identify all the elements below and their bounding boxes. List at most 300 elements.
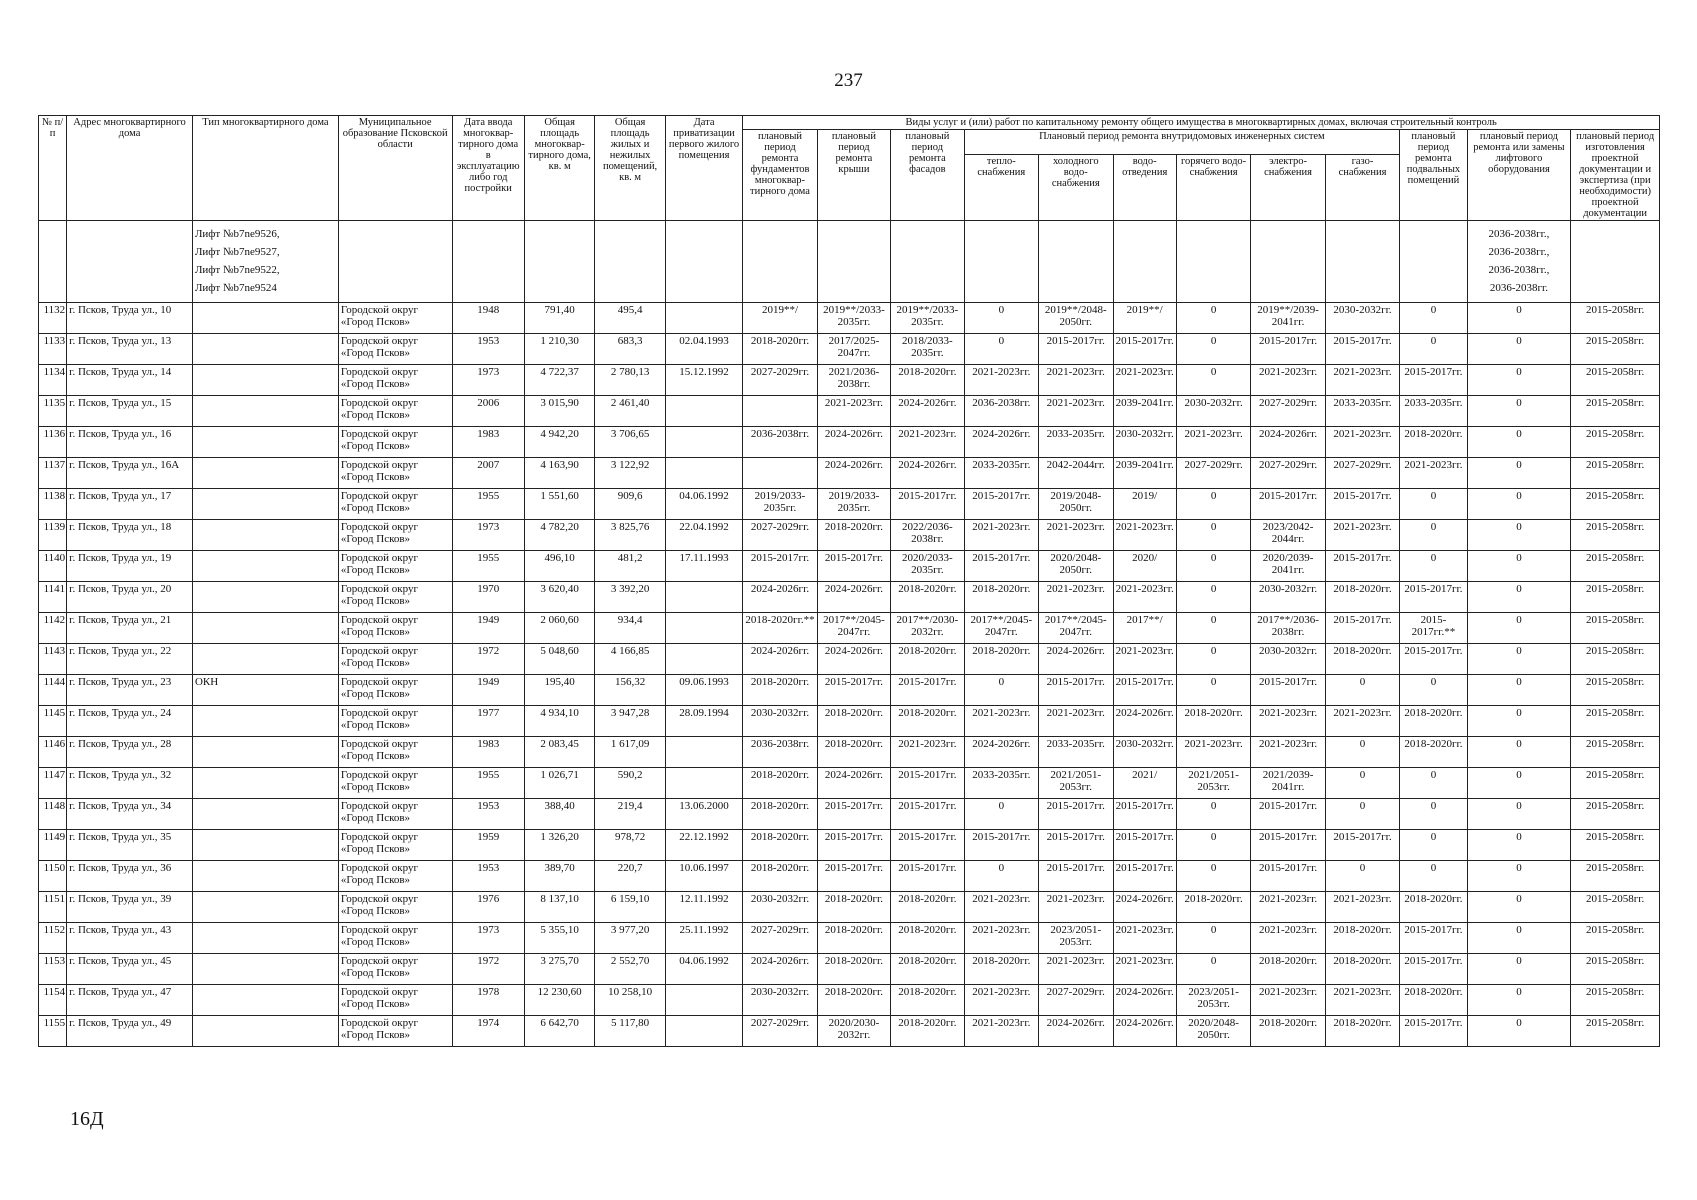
cell-elevator: 0 — [1467, 365, 1571, 396]
cell-date-built: 1948 — [452, 303, 524, 334]
cell-hot-water: 0 — [1176, 365, 1250, 396]
cell-basement: 0 — [1400, 861, 1467, 892]
cell-address: г. Псков, Труда ул., 35 — [67, 830, 193, 861]
cell-privatization: 25.11.1992 — [665, 923, 742, 954]
cell-municipality: Городской округ «Город Псков» — [338, 985, 452, 1016]
cell-address: г. Псков, Труда ул., 36 — [67, 861, 193, 892]
cell-cold-water: 2027-2029гг. — [1039, 985, 1113, 1016]
cell-total-area: 1 551,60 — [524, 489, 594, 520]
cell-design-docs: 2015-2058гг. — [1571, 365, 1660, 396]
cell-address: г. Псков, Труда ул., 23 — [67, 675, 193, 706]
cell-gas: 2021-2023гг. — [1325, 365, 1399, 396]
cell-living-area: 220,7 — [595, 861, 665, 892]
cell-privatization: 13.06.2000 — [665, 799, 742, 830]
cell-electric: 2015-2017гг. — [1251, 861, 1325, 892]
cell-roof: 2020/2030-2032гг. — [817, 1016, 890, 1047]
cell-sewer: 2024-2026гг. — [1113, 892, 1176, 923]
cell-heat: 2021-2023гг. — [964, 1016, 1038, 1047]
cell-sewer: 2015-2017гг. — [1113, 675, 1176, 706]
cell-type — [192, 303, 338, 334]
cell-gas: 2030-2032гг. — [1325, 303, 1399, 334]
cell-municipality: Городской округ «Город Псков» — [338, 613, 452, 644]
cell-cold-water: 2033-2035гг. — [1039, 737, 1113, 768]
cell-total-area: 496,10 — [524, 551, 594, 582]
cell-gas: 2018-2020гг. — [1325, 954, 1399, 985]
cell-num: 1155 — [39, 1016, 67, 1047]
cell-foundation: 2024-2026гг. — [743, 644, 817, 675]
cell-total-area: 8 137,10 — [524, 892, 594, 923]
cell-gas: 2033-2035гг. — [1325, 396, 1399, 427]
table-row-lift-continuation — [39, 221, 1660, 303]
cell-hot-water: 0 — [1176, 613, 1250, 644]
cell-municipality: Городской округ «Город Псков» — [338, 489, 452, 520]
cell-date-built: 1955 — [452, 551, 524, 582]
cell-heat: 2015-2017гг. — [964, 830, 1038, 861]
cell-elevator: 0 — [1467, 768, 1571, 799]
cell-hot-water: 0 — [1176, 861, 1250, 892]
cell-foundation: 2018-2020гг. — [743, 768, 817, 799]
cell-heat: 2021-2023гг. — [964, 365, 1038, 396]
lift-period-line: 2036-2038гг., — [1488, 246, 1550, 258]
cell-total-area: 388,40 — [524, 799, 594, 830]
cell-electric: 2015-2017гг. — [1251, 489, 1325, 520]
cell-hot-water: 2027-2029гг. — [1176, 458, 1250, 489]
cell-basement: 2015-2017гг.** — [1400, 613, 1467, 644]
cell-facade: 2018-2020гг. — [891, 985, 964, 1016]
cell-num: 1153 — [39, 954, 67, 985]
cell-basement: 2018-2020гг. — [1400, 737, 1467, 768]
header-total-area: Общая площадь многоквар-тирного дома, кв. м — [524, 116, 594, 221]
cell-heat: 2017**/2045-2047гг. — [964, 613, 1038, 644]
cell-cold-water: 2021/2051-2053гг. — [1039, 768, 1113, 799]
cell-type — [192, 520, 338, 551]
cell-basement: 2015-2017гг. — [1400, 954, 1467, 985]
cell-heat: 0 — [964, 861, 1038, 892]
cell-cold-water: 2042-2044гг. — [1039, 458, 1113, 489]
cell-num: 1140 — [39, 551, 67, 582]
cell-living-area: 3 825,76 — [595, 520, 665, 551]
cell-type — [192, 334, 338, 365]
cell-num: 1150 — [39, 861, 67, 892]
cell-heat: 2024-2026гг. — [964, 737, 1038, 768]
cell-facade: 2017**/2030-2032гг. — [891, 613, 964, 644]
cell-hot-water: 2020/2048-2050гг. — [1176, 1016, 1250, 1047]
cell-foundation: 2018-2020гг. — [743, 799, 817, 830]
header-design-docs: плановый период изготовления проектной документации и экспертиза (при необходимости) проектной документации — [1571, 130, 1660, 221]
cell-municipality: Городской округ «Город Псков» — [338, 396, 452, 427]
cell-sewer: 2030-2032гг. — [1113, 427, 1176, 458]
cell-municipality: Городской округ «Город Псков» — [338, 365, 452, 396]
cell-total-area: 5 048,60 — [524, 644, 594, 675]
cell-type — [192, 396, 338, 427]
cell-electric: 2015-2017гг. — [1251, 799, 1325, 830]
cell-address: г. Псков, Труда ул., 16А — [67, 458, 193, 489]
header-sewer: водо-отведения — [1113, 155, 1176, 221]
cell-gas: 2027-2029гг. — [1325, 458, 1399, 489]
cell-living-area: 6 159,10 — [595, 892, 665, 923]
cell-address: г. Псков, Труда ул., 18 — [67, 520, 193, 551]
cell-municipality: Городской округ «Город Псков» — [338, 1016, 452, 1047]
cell-elevator: 0 — [1467, 830, 1571, 861]
cell-num: 1148 — [39, 799, 67, 830]
cell-municipality: Городской округ «Город Псков» — [338, 954, 452, 985]
cell-roof: 2018-2020гг. — [817, 923, 890, 954]
cell-facade: 2021-2023гг. — [891, 427, 964, 458]
cell-heat: 0 — [964, 675, 1038, 706]
cell-date-built: 1949 — [452, 675, 524, 706]
cell-elevator: 0 — [1467, 923, 1571, 954]
cell-roof: 2024-2026гг. — [817, 768, 890, 799]
cell-gas: 2015-2017гг. — [1325, 613, 1399, 644]
table-row — [39, 675, 1660, 706]
cell-elevator: 0 — [1467, 396, 1571, 427]
cell-living-area: 5 117,80 — [595, 1016, 665, 1047]
cell-roof: 2018-2020гг. — [817, 520, 890, 551]
cell-total-area: 3 620,40 — [524, 582, 594, 613]
cell-cold-water: 2033-2035гг. — [1039, 427, 1113, 458]
cell-privatization: 15.12.1992 — [665, 365, 742, 396]
cell-roof: 2018-2020гг. — [817, 706, 890, 737]
cell-total-area: 389,70 — [524, 861, 594, 892]
lift-type-line: Лифт №b7ne9526, — [194, 228, 280, 240]
cell-privatization: 04.06.1992 — [665, 954, 742, 985]
cell-basement: 2033-2035гг. — [1400, 396, 1467, 427]
cell-type — [192, 644, 338, 675]
cell-basement: 2021-2023гг. — [1400, 458, 1467, 489]
cell-hot-water: 0 — [1176, 923, 1250, 954]
cell-hot-water: 0 — [1176, 303, 1250, 334]
cell-num: 1134 — [39, 365, 67, 396]
cell-date-built: 1953 — [452, 799, 524, 830]
cell-total-area: 4 942,20 — [524, 427, 594, 458]
cell-date-built: 2006 — [452, 396, 524, 427]
cell-date-built: 1983 — [452, 427, 524, 458]
table-row — [39, 954, 1660, 985]
header-gas: газо-снабжения — [1325, 155, 1399, 221]
cell-facade: 2015-2017гг. — [891, 768, 964, 799]
cell-type: ОКН — [192, 675, 338, 706]
cell-total-area: 195,40 — [524, 675, 594, 706]
cell-basement: 0 — [1400, 799, 1467, 830]
cell-municipality: Городской округ «Город Псков» — [338, 582, 452, 613]
cell-foundation: 2018-2020гг. — [743, 830, 817, 861]
cell-elevator: 0 — [1467, 427, 1571, 458]
header-facade: плановый период ремонта фасадов — [891, 130, 964, 221]
table-row — [39, 334, 1660, 365]
cell-address: г. Псков, Труда ул., 39 — [67, 892, 193, 923]
cell-sewer: 2021-2023гг. — [1113, 644, 1176, 675]
cell-living-area: 909,6 — [595, 489, 665, 520]
cell-total-area: 1 326,20 — [524, 830, 594, 861]
table-row — [39, 551, 1660, 582]
cell-num: 1137 — [39, 458, 67, 489]
header-municipality: Муниципальное образование Псковской области — [338, 116, 452, 221]
lift-period-cell — [1467, 221, 1571, 303]
cell-design-docs: 2015-2058гг. — [1571, 489, 1660, 520]
table-row — [39, 458, 1660, 489]
cell-heat: 2024-2026гг. — [964, 427, 1038, 458]
cell-facade: 2018-2020гг. — [891, 644, 964, 675]
cell-foundation: 2027-2029гг. — [743, 365, 817, 396]
cell-total-area: 2 060,60 — [524, 613, 594, 644]
cell-basement: 2018-2020гг. — [1400, 706, 1467, 737]
lift-type-cell — [192, 221, 338, 303]
cell-elevator: 0 — [1467, 737, 1571, 768]
cell-sewer: 2017**/ — [1113, 613, 1176, 644]
header-engineering-group: Плановый период ремонта внутридомовых инженерных систем — [964, 130, 1400, 155]
cell-type — [192, 799, 338, 830]
cell-foundation: 2030-2032гг. — [743, 706, 817, 737]
cell-design-docs: 2015-2058гг. — [1571, 861, 1660, 892]
cell-facade: 2018-2020гг. — [891, 923, 964, 954]
cell-cold-water: 2021-2023гг. — [1039, 582, 1113, 613]
cell-date-built: 1953 — [452, 861, 524, 892]
cell-address: г. Псков, Труда ул., 28 — [67, 737, 193, 768]
cell-cold-water: 2019/2048-2050гг. — [1039, 489, 1113, 520]
cell-living-area: 2 461,40 — [595, 396, 665, 427]
cell-elevator: 0 — [1467, 644, 1571, 675]
cell-hot-water: 0 — [1176, 489, 1250, 520]
cell-living-area: 2 780,13 — [595, 365, 665, 396]
cell-sewer: 2015-2017гг. — [1113, 799, 1176, 830]
cell-elevator: 0 — [1467, 489, 1571, 520]
cell-basement: 0 — [1400, 551, 1467, 582]
lift-type-line: Лифт №b7ne9527, — [194, 246, 280, 258]
cell-facade: 2018-2020гг. — [891, 365, 964, 396]
cell-num: 1139 — [39, 520, 67, 551]
cell-design-docs: 2015-2058гг. — [1571, 520, 1660, 551]
cell-privatization: 22.04.1992 — [665, 520, 742, 551]
lift-period-line: 2036-2038гг. — [1489, 282, 1549, 294]
cell-date-built: 1977 — [452, 706, 524, 737]
cell-living-area: 219,4 — [595, 799, 665, 830]
cell-gas: 0 — [1325, 861, 1399, 892]
cell-design-docs: 2015-2058гг. — [1571, 799, 1660, 830]
cell-num: 1142 — [39, 613, 67, 644]
cell-municipality: Городской округ «Город Псков» — [338, 737, 452, 768]
cell-num: 1149 — [39, 830, 67, 861]
cell-electric: 2030-2032гг. — [1251, 644, 1325, 675]
cell-address: г. Псков, Труда ул., 32 — [67, 768, 193, 799]
cell-type — [192, 892, 338, 923]
cell-design-docs: 2015-2058гг. — [1571, 303, 1660, 334]
header-basement: плановый период ремонта подвальных помещений — [1400, 130, 1467, 221]
lift-type-line: Лифт №b7ne9524 — [194, 282, 277, 294]
cell-foundation: 2024-2026гг. — [743, 954, 817, 985]
cell-cold-water: 2021-2023гг. — [1039, 365, 1113, 396]
cell-design-docs: 2015-2058гг. — [1571, 458, 1660, 489]
cell-heat: 2015-2017гг. — [964, 551, 1038, 582]
cell-roof: 2019**/2033-2035гг. — [817, 303, 890, 334]
table-row — [39, 830, 1660, 861]
cell-address: г. Псков, Труда ул., 15 — [67, 396, 193, 427]
cell-gas: 2015-2017гг. — [1325, 334, 1399, 365]
cell-total-area: 4 722,37 — [524, 365, 594, 396]
cell-municipality: Городской округ «Город Псков» — [338, 706, 452, 737]
cell-living-area: 683,3 — [595, 334, 665, 365]
table-row — [39, 892, 1660, 923]
cell-foundation: 2027-2029гг. — [743, 923, 817, 954]
cell-privatization — [665, 303, 742, 334]
cell-municipality: Городской округ «Город Псков» — [338, 861, 452, 892]
cell-facade: 2018-2020гг. — [891, 706, 964, 737]
cell-basement: 2015-2017гг. — [1400, 365, 1467, 396]
cell-address: г. Псков, Труда ул., 20 — [67, 582, 193, 613]
cell-cold-water: 2024-2026гг. — [1039, 1016, 1113, 1047]
cell-electric: 2019**/2039-2041гг. — [1251, 303, 1325, 334]
cell-facade: 2024-2026гг. — [891, 396, 964, 427]
cell-roof: 2024-2026гг. — [817, 644, 890, 675]
cell-hot-water: 0 — [1176, 954, 1250, 985]
cell-cold-water: 2023/2051-2053гг. — [1039, 923, 1113, 954]
cell-hot-water: 2023/2051-2053гг. — [1176, 985, 1250, 1016]
cell-municipality: Городской округ «Город Псков» — [338, 675, 452, 706]
cell-living-area: 10 258,10 — [595, 985, 665, 1016]
cell-num: 1135 — [39, 396, 67, 427]
cell-electric: 2018-2020гг. — [1251, 1016, 1325, 1047]
cell-privatization: 17.11.1993 — [665, 551, 742, 582]
cell-privatization — [665, 985, 742, 1016]
cell-foundation: 2027-2029гг. — [743, 1016, 817, 1047]
cell-privatization — [665, 613, 742, 644]
cell-sewer: 2024-2026гг. — [1113, 706, 1176, 737]
cell-living-area: 2 552,70 — [595, 954, 665, 985]
cell-facade: 2015-2017гг. — [891, 830, 964, 861]
cell-municipality: Городской округ «Город Псков» — [338, 458, 452, 489]
cell-cold-water: 2021-2023гг. — [1039, 892, 1113, 923]
cell-facade: 2018-2020гг. — [891, 892, 964, 923]
cell-hot-water: 2021/2051-2053гг. — [1176, 768, 1250, 799]
cell-living-area: 1 617,09 — [595, 737, 665, 768]
cell-basement: 2015-2017гг. — [1400, 644, 1467, 675]
cell-elevator: 0 — [1467, 303, 1571, 334]
cell-electric: 2021-2023гг. — [1251, 923, 1325, 954]
cell-living-area: 156,32 — [595, 675, 665, 706]
cell-date-built: 1955 — [452, 768, 524, 799]
cell-living-area: 978,72 — [595, 830, 665, 861]
cell-electric: 2021-2023гг. — [1251, 892, 1325, 923]
cell-privatization: 12.11.1992 — [665, 892, 742, 923]
cell-date-built: 1970 — [452, 582, 524, 613]
cell-electric: 2021-2023гг. — [1251, 706, 1325, 737]
cell-sewer: 2039-2041гг. — [1113, 458, 1176, 489]
cell-roof: 2021/2036-2038гг. — [817, 365, 890, 396]
cell-hot-water: 0 — [1176, 675, 1250, 706]
cell-total-area: 3 015,90 — [524, 396, 594, 427]
cell-living-area: 495,4 — [595, 303, 665, 334]
table-row — [39, 768, 1660, 799]
cell-design-docs: 2015-2058гг. — [1571, 830, 1660, 861]
cell-address: г. Псков, Труда ул., 10 — [67, 303, 193, 334]
cell-roof: 2018-2020гг. — [817, 954, 890, 985]
cell-sewer: 2019**/ — [1113, 303, 1176, 334]
cell-foundation — [743, 396, 817, 427]
cell-elevator: 0 — [1467, 458, 1571, 489]
cell-num: 1138 — [39, 489, 67, 520]
cell-gas: 2021-2023гг. — [1325, 520, 1399, 551]
cell-foundation: 2018-2020гг.** — [743, 613, 817, 644]
cell-sewer: 2030-2032гг. — [1113, 737, 1176, 768]
cell-elevator: 0 — [1467, 1016, 1571, 1047]
cell-num: 1143 — [39, 644, 67, 675]
cell-sewer: 2021/ — [1113, 768, 1176, 799]
cell-roof: 2024-2026гг. — [817, 582, 890, 613]
cell-design-docs: 2015-2058гг. — [1571, 582, 1660, 613]
cell-living-area: 3 947,28 — [595, 706, 665, 737]
cell-elevator: 0 — [1467, 520, 1571, 551]
cell-municipality: Городской округ «Город Псков» — [338, 520, 452, 551]
cell-hot-water: 2021-2023гг. — [1176, 427, 1250, 458]
cell-sewer: 2021-2023гг. — [1113, 365, 1176, 396]
page-number: 237 — [834, 70, 863, 91]
cell-date-built: 1976 — [452, 892, 524, 923]
cell-basement: 0 — [1400, 303, 1467, 334]
cell-sewer: 2024-2026гг. — [1113, 1016, 1176, 1047]
cell-num: 1151 — [39, 892, 67, 923]
header-heat: тепло-снабжения — [964, 155, 1038, 221]
cell-roof: 2017/2025-2047гг. — [817, 334, 890, 365]
cell-basement: 2015-2017гг. — [1400, 1016, 1467, 1047]
cell-sewer: 2021-2023гг. — [1113, 520, 1176, 551]
cell-elevator: 0 — [1467, 613, 1571, 644]
cell-privatization — [665, 458, 742, 489]
table-row — [39, 706, 1660, 737]
cell-elevator: 0 — [1467, 551, 1571, 582]
cell-gas: 2021-2023гг. — [1325, 427, 1399, 458]
cell-gas: 0 — [1325, 737, 1399, 768]
cell-electric: 2021-2023гг. — [1251, 737, 1325, 768]
cell-basement: 2018-2020гг. — [1400, 985, 1467, 1016]
cell-municipality: Городской округ «Город Псков» — [338, 892, 452, 923]
cell-living-area: 934,4 — [595, 613, 665, 644]
cell-privatization: 10.06.1997 — [665, 861, 742, 892]
cell-design-docs: 2015-2058гг. — [1571, 613, 1660, 644]
cell-elevator: 0 — [1467, 706, 1571, 737]
cell-municipality: Городской округ «Город Псков» — [338, 551, 452, 582]
cell-foundation: 2018-2020гг. — [743, 334, 817, 365]
cell-roof: 2015-2017гг. — [817, 551, 890, 582]
cell-foundation: 2027-2029гг. — [743, 520, 817, 551]
cell-num: 1147 — [39, 768, 67, 799]
cell-heat: 0 — [964, 303, 1038, 334]
capital-repair-table — [38, 115, 1660, 1047]
cell-type — [192, 582, 338, 613]
cell-privatization — [665, 582, 742, 613]
cell-roof: 2024-2026гг. — [817, 458, 890, 489]
cell-foundation: 2024-2026гг. — [743, 582, 817, 613]
table-row — [39, 644, 1660, 675]
cell-facade: 2018-2020гг. — [891, 1016, 964, 1047]
cell-num: 1132 — [39, 303, 67, 334]
cell-cold-water: 2015-2017гг. — [1039, 799, 1113, 830]
cell-cold-water: 2015-2017гг. — [1039, 334, 1113, 365]
cell-gas: 2015-2017гг. — [1325, 830, 1399, 861]
cell-heat: 2021-2023гг. — [964, 923, 1038, 954]
cell-heat: 2018-2020гг. — [964, 644, 1038, 675]
cell-roof: 2024-2026гг. — [817, 427, 890, 458]
cell-roof: 2019/2033-2035гг. — [817, 489, 890, 520]
cell-cold-water: 2017**/2045-2047гг. — [1039, 613, 1113, 644]
header-elevator: плановый период ремонта или замены лифтового оборудования — [1467, 130, 1571, 221]
cell-municipality: Городской округ «Город Псков» — [338, 830, 452, 861]
cell-roof: 2015-2017гг. — [817, 675, 890, 706]
cell-type — [192, 613, 338, 644]
cell-facade: 2018/2033-2035гг. — [891, 334, 964, 365]
cell-living-area: 3 392,20 — [595, 582, 665, 613]
cell-type — [192, 458, 338, 489]
cell-design-docs: 2015-2058гг. — [1571, 892, 1660, 923]
lift-period-line: 2036-2038гг., — [1488, 264, 1550, 276]
